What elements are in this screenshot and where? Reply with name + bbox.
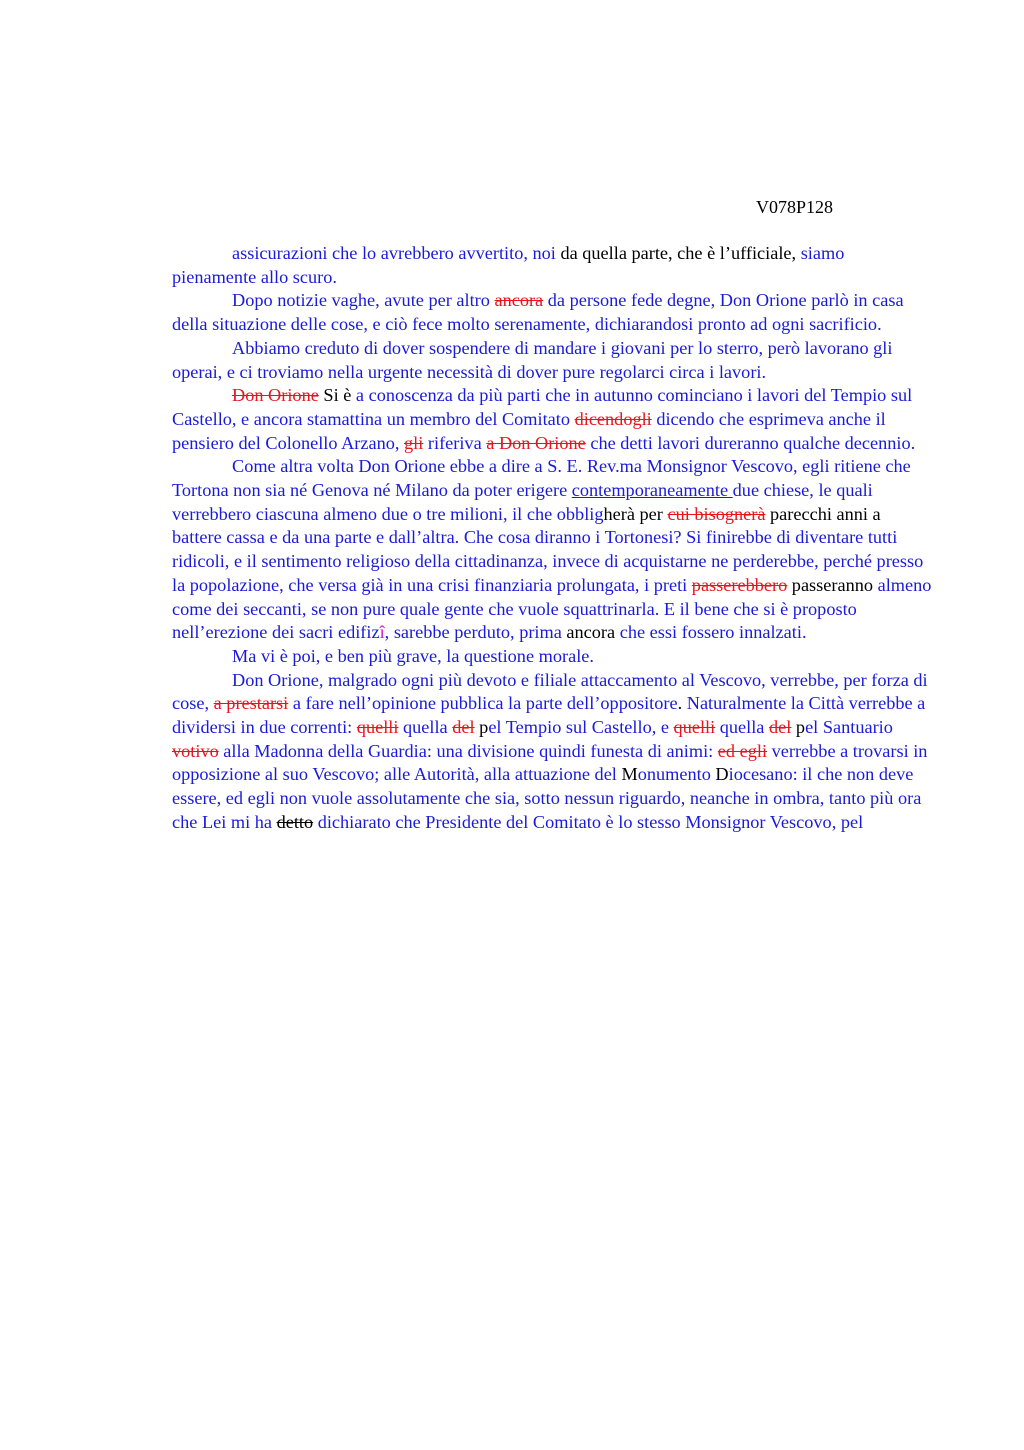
text-segment: , sarebbe perduto, prima — [384, 622, 567, 643]
text-segment: che detti lavori dureranno qualche decennio. — [585, 432, 916, 453]
text-segment: quella — [398, 717, 453, 738]
text-segment: D — [715, 764, 729, 785]
text-segment: che essi fossero innalzati. — [619, 622, 807, 643]
text-segment: herà per — [603, 503, 668, 524]
text-segment: Naturalmente la Città verrebbe a dividersi in due correnti: — [172, 693, 926, 738]
text-segment: ancora — [566, 622, 620, 643]
text-segment: battere cassa e da una parte e dall’altra. Che cosa diranno i Tortonesi? Si finirebbe di diventare tutti ridicoli, e il sentimento religioso della cittadinanza, invece di acquistarne ne perderebbe, perché presso la popolazione, che versa già in una crisi finanziaria prolungata, i preti — [172, 527, 924, 595]
text-segment: Come altra volta Don Orione ebbe a dire a S. E. Rev.ma Monsignor Vescovo, egli ritiene che Tortona non sia né Genova né Milano da poter erigere — [172, 456, 911, 501]
deleted-text: cui bisognerà — [667, 503, 766, 524]
text-segment: el Santuario — [805, 717, 893, 738]
paragraph — [172, 242, 932, 289]
deleted-text: detto — [276, 811, 314, 832]
text-segment: M — [621, 764, 638, 785]
page-code: V078P128 — [756, 197, 834, 217]
paragraph — [172, 645, 932, 669]
text-segment: passeranno — [787, 574, 878, 595]
paragraph — [172, 289, 932, 336]
text-segment: onumento — [637, 764, 716, 785]
text-segment: dicendo che esprimeva anche il pensiero del Colonello Arzano, — [172, 408, 886, 453]
text-segment: alla Madonna della Guardia: una divisione quindi funesta di animi: — [218, 740, 718, 761]
text-segment: Ma vi è poi, e ben più grave, la questione morale. — [232, 645, 594, 666]
deleted-text: a prestarsi — [213, 693, 289, 714]
text-segment: verrebbe a trovarsi in opposizione al suo Vescovo; alle Autorità, alla attuazione del — [172, 740, 928, 785]
text-segment: Dopo notizie vaghe, avute per altro — [232, 290, 495, 311]
deleted-text: gli — [404, 432, 424, 453]
text-segment: p — [474, 717, 489, 738]
text-segment: Don Orione — [232, 669, 319, 690]
text-segment: almeno come dei seccanti, se non pure quale gente che vuole squattrinarla. E il bene che si è proposto nell’erezione dei sacri edifiz — [172, 574, 932, 643]
deleted-text: del — [769, 717, 792, 738]
text-segment: Abbiamo creduto di dover sospendere di mandare i giovani per lo sterro, però lavorano gli operai, e ci troviamo nella urgente necessità di dover pure regolarci circa i lavori. — [172, 337, 893, 382]
text-segment: el Tempio sul Castello, e — [488, 717, 674, 738]
text-segment: , malgrado ogni più devoto e filiale attaccamento al Vescovo, verrebbe, per forza di cose, — [172, 669, 928, 714]
deleted-text: quelli — [673, 717, 716, 738]
text-segment: contemporaneamente — [571, 480, 733, 501]
deleted-text: ed egli — [717, 740, 768, 761]
text-segment: p — [791, 717, 806, 738]
deleted-text: votivo — [172, 740, 219, 761]
text-segment: due chiese, le quali verrebbero ciascuna almeno due o tre milioni, il che obblig — [172, 480, 873, 524]
text-segment: a fare nell’opinione pubblica la parte dell’oppositore — [288, 693, 678, 714]
paragraph — [172, 384, 932, 455]
text-segment: î — [379, 622, 385, 643]
deleted-text: dicendogli — [574, 408, 652, 429]
paragraph — [172, 337, 932, 384]
deleted-text: del — [452, 717, 475, 738]
deleted-text: ancora — [494, 290, 544, 311]
text-segment: . — [677, 693, 683, 714]
paragraph — [172, 669, 932, 835]
text-segment: Si è — [318, 385, 356, 406]
text-segment: iocesano: il che non deve essere, ed egli non vuole assolutamente che sia, sotto nessun riguardo, neanche in ombra, tanto più ora che Lei mi ha — [172, 764, 922, 832]
document-body — [172, 242, 932, 835]
text-segment: da persone fede degne, Don Orione parlò in casa della situazione delle cose, e ciò fece molto serenamente, dichiarandosi pronto ad ogni sacrificio. — [172, 290, 904, 335]
deleted-text: Don Orione — [232, 385, 319, 406]
text-segment: parecchi anni a — [765, 503, 881, 524]
text-segment: riferiva — [423, 432, 487, 453]
text-segment: siamo pienamente allo scuro. — [172, 243, 845, 287]
text-segment: a conoscenza da più parti che in autunno cominciano i lavori del Tempio sul Castello, e ancora stamattina un membro del Comitato — [172, 385, 913, 429]
text-segment: da quella parte, che è l’ufficiale, — [560, 243, 801, 263]
paragraph — [172, 455, 932, 645]
deleted-text: passerebbero — [691, 574, 788, 595]
text-segment: dichiarato che Presidente del Comitato è lo stesso Monsignor Vescovo, pel — [313, 811, 864, 832]
deleted-text: quelli — [356, 717, 399, 738]
text-segment: quella — [715, 717, 769, 738]
deleted-text: a Don Orione — [486, 432, 586, 453]
text-segment: assicurazioni che lo avrebbero avvertito, noi — [232, 243, 561, 263]
